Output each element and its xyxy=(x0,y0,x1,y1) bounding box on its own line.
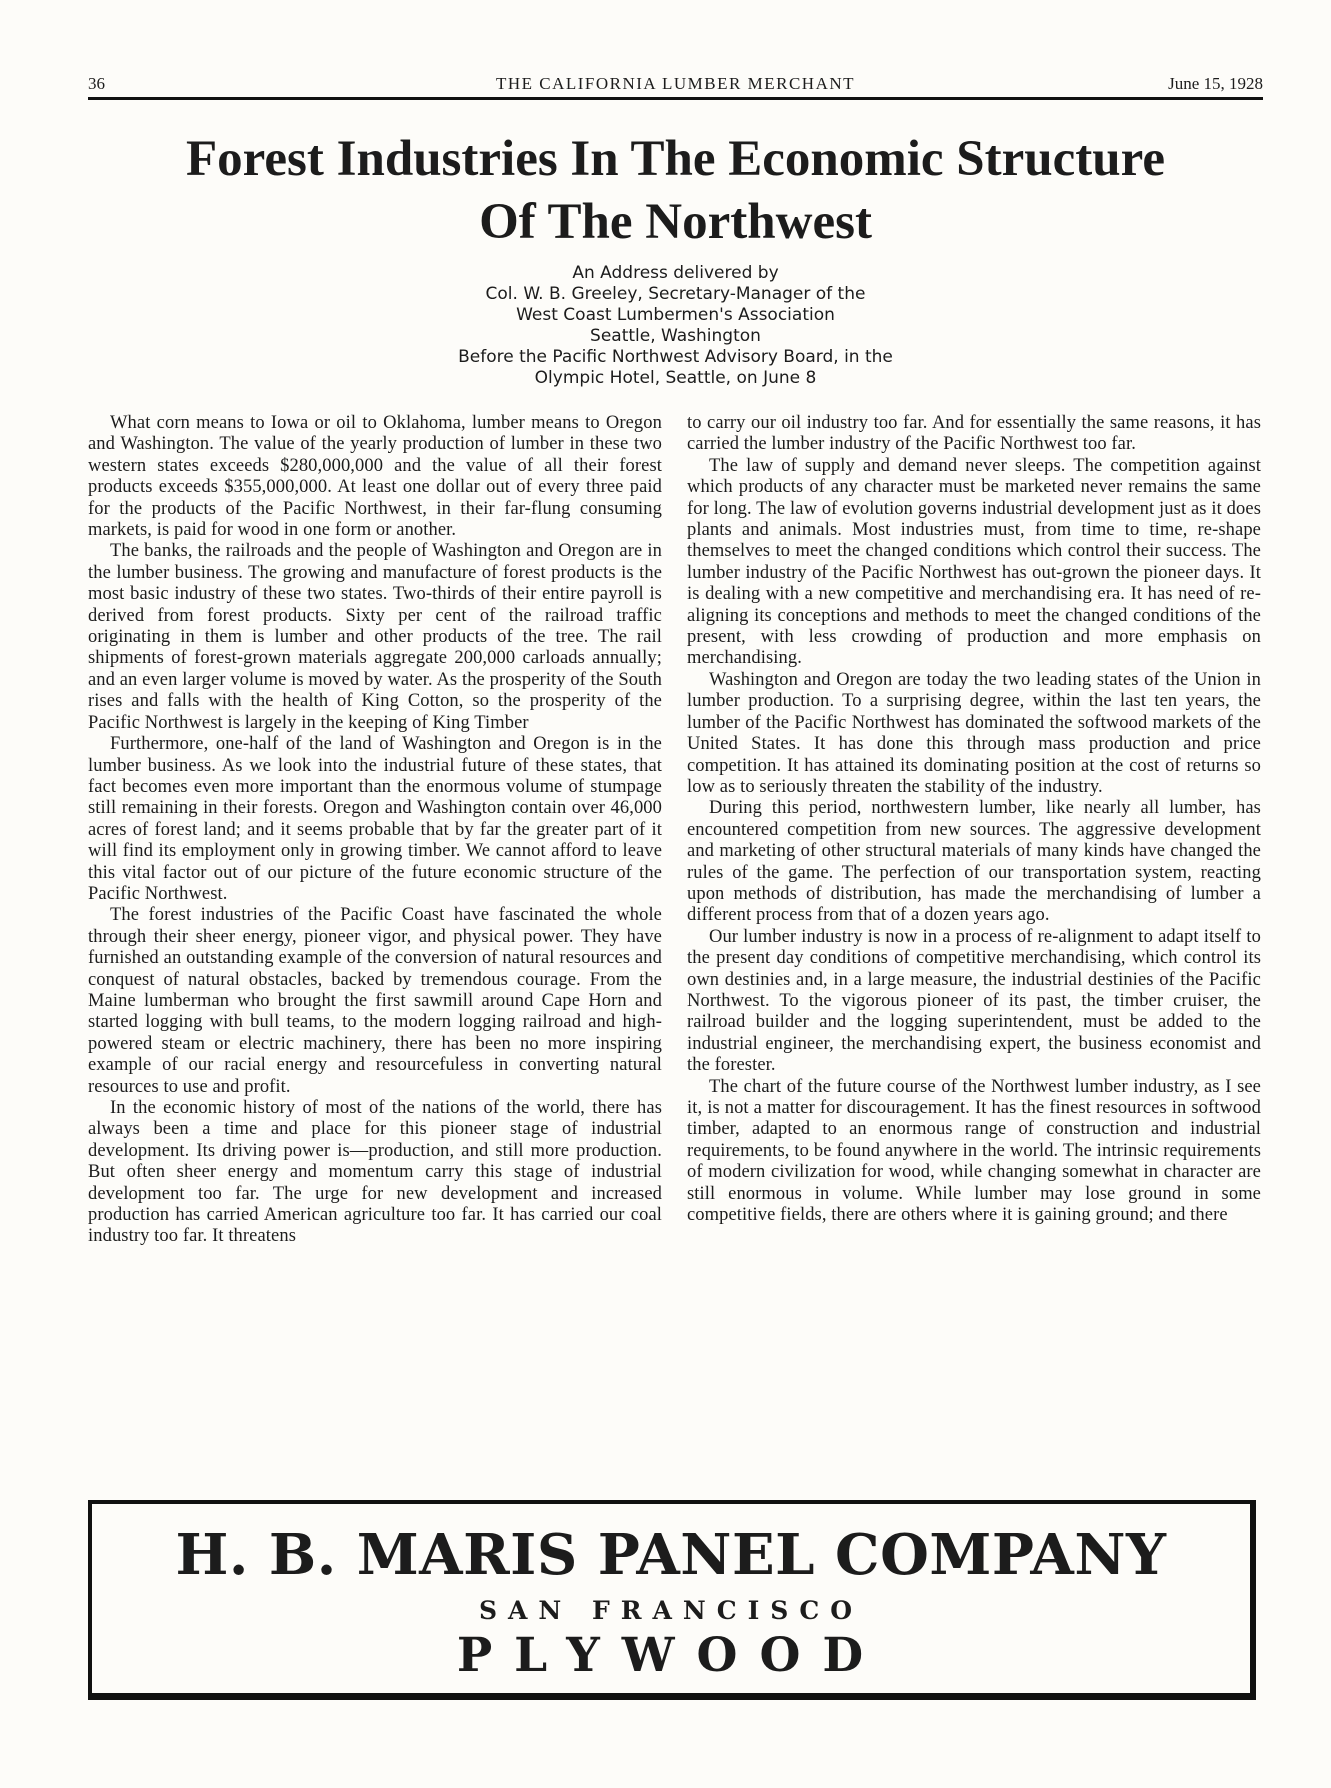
running-header xyxy=(88,71,1263,100)
ad-city: SAN FRANCISCO xyxy=(478,1596,864,1625)
paragraph: The banks, the railroads and the people of Washington and Oregon are in the lumber business. The growing and manufacture of forest products is the most basic industry of these two states. Two-thirds of their entire payroll is derived from forest products. Sixty per cent of the railroad traffic originating in them is lumber and other products of the tree. The rail shipments of forest-grown materials aggregate 200,000 carloads annually; and an even larger volume is moved by water. As the prosperity of the South rises and falls with the health of King Cotton, so the prosperity of the Pacific Northwest is largely in the keeping of King Timber xyxy=(88,541,662,733)
article-title-line-2: Of The Northwest xyxy=(479,194,872,250)
ad-product: PLYWOOD xyxy=(456,1628,886,1683)
article-title-line-1: Forest Industries In The Economic Structure xyxy=(186,131,1165,187)
page-number: 36 xyxy=(88,74,105,93)
paragraph: The chart of the future course of the Northwest lumber industry, as I see it, is not a matter for discouragement. It has the finest resources in softwood timber, adapted to an enormous range of construction and industrial requirements, to be found anywhere in the world. The intrinsic requirements of modern civilization for wood, while changing somewhat in character are still enormous in volume. While lumber may lose ground in some competitive fields, there are others where it is gaining ground; and there xyxy=(687,1076,1261,1226)
paragraph: Washington and Oregon are today the two leading states of the Union in lumber production. To a surprising degree, within the last ten years, the lumber of the Pacific Northwest has dominated the softwood markets of the United States. It has done this through mass production and price competition. It has attained its dominating position at the cost of returns so low as to seriously threaten the stability of the industry. xyxy=(687,669,1261,797)
article-byline xyxy=(88,263,1263,389)
paragraph: Our lumber industry is now in a process of re-alignment to adapt itself to the present day conditions of competitive merchandising, which control its own destinies and, in a large measure, the industrial destinies of the Pacific Northwest. To the vigorous pioneer of its past, the timber cruiser, the railroad builder and the logging superintendent, must be added to the industrial engineer, the merchandising expert, the business economist and the forester. xyxy=(687,926,1261,1076)
article-title xyxy=(88,128,1263,254)
byline-line: Before the Pacific Northwest Advisory Board, in the xyxy=(458,347,893,367)
byline-line: West Coast Lumbermen's Association xyxy=(516,305,835,325)
article-column-right xyxy=(687,413,1261,1473)
byline-line: Olympic Hotel, Seattle, on June 8 xyxy=(534,368,817,388)
paragraph: The law of supply and demand never sleeps. The competition against which products of any character must be marketed never remains the same for long. The law of evolution governs industrial development just as it does plants and animals. Most industries must, from time to time, re-shape themselves to meet the changed conditions which control their success. The lumber industry of the Pacific Northwest has out-grown the pioneer days. It is dealing with a new competitive and merchandising era. It has need of re-aligning its conceptions and methods to meet the changed conditions of the present, with less crowding of production and more emphasis on merchandising. xyxy=(687,455,1261,669)
paragraph: What corn means to Iowa or oil to Oklahoma, lumber means to Oregon and Washington. The value of the yearly production of lumber in these two western states exceeds $280,000,000 and the value of all their forest products exceeds $355,000,000. At least one dollar out of every three paid for the products of the Pacific Northwest, in their far-flung consuming markets, is paid for wood in one form or another. xyxy=(88,413,662,541)
paragraph: Furthermore, one-half of the land of Washington and Oregon is in the lumber business. As we look into the industrial future of these states, that fact becomes even more important than the enormous volume of stumpage still remaining in their forests. Oregon and Washington contain over 46,000 acres of forest land; and it seems probable that by far the greater part of it will find its employment only in growing timber. We cannot afford to leave this vital factor out of our picture of the future economic structure of the Pacific Northwest. xyxy=(88,734,662,904)
advertisement-box xyxy=(88,1500,1256,1700)
ad-company-name: H. B. MARIS PANEL COMPANY xyxy=(175,1522,1167,1588)
article-column-left xyxy=(88,413,662,1473)
paragraph-continuation: to carry our oil industry too far. And for essentially the same reasons, it has carried the lumber industry of the Pacific Northwest too far. xyxy=(687,413,1261,455)
paragraph: In the economic history of most of the nations of the world, there has always been a time and place for this pioneer stage of industrial development. Its driving power is—production, and still more production. But often sheer energy and momentum carry this stage of industrial development too far. The urge for new development and increased production has carried American agriculture too far. It has carried our coal industry too far. It threatens xyxy=(88,1098,662,1247)
issue-date: June 15, 1928 xyxy=(1168,74,1263,93)
byline-line: An Address delivered by xyxy=(572,263,779,283)
byline-line: Col. W. B. Greeley, Secretary-Manager of the xyxy=(485,284,866,304)
paragraph: The forest industries of the Pacific Coast have fascinated the whole through their sheer energy, pioneer vigor, and physical power. They have furnished an outstanding example of the conversion of natural resources and conquest of natural obstacles, backed by tremendous courage. From the Maine lumberman who brought the first sawmill around Cape Horn and started logging with bull teams, to the modern logging railroad and high-powered steam or electric machinery, there has been no more inspiring example of our racial energy and resourcefuless in converting natural resources to use and profit. xyxy=(88,905,662,1097)
paragraph: During this period, northwestern lumber, like nearly all lumber, has encountered competition from new sources. The aggressive development and marketing of other structural materials of many kinds have changed the rules of the game. The perfection of our transportation system, reacting upon methods of distribution, has made the merchandising of lumber a different process from that of a dozen years ago. xyxy=(687,798,1261,926)
byline-line: Seattle, Washington xyxy=(590,326,761,346)
magazine-name: THE CALIFORNIA LUMBER MERCHANT xyxy=(495,74,856,93)
